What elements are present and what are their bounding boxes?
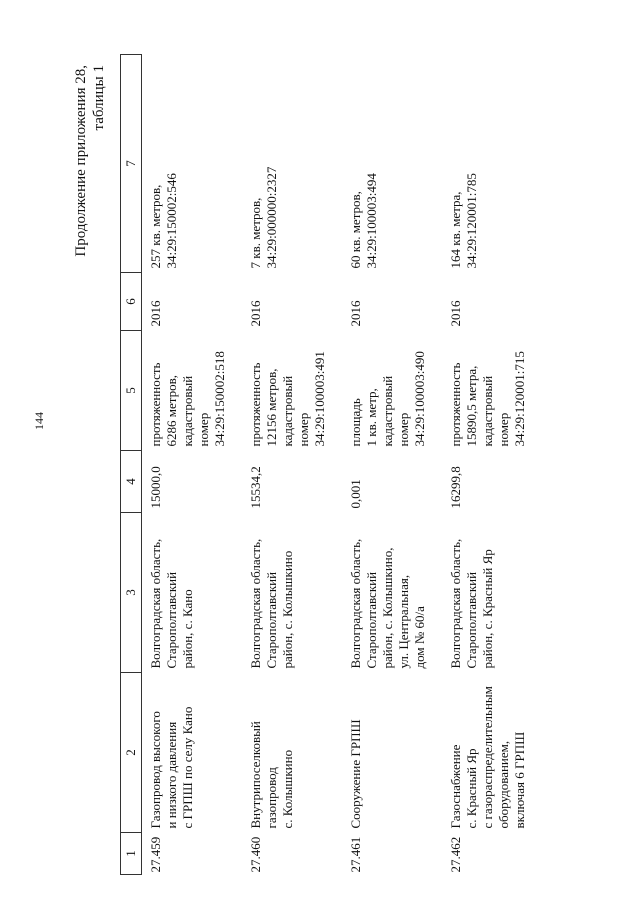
continuation-line-1: Продолжение приложения 28, (73, 65, 89, 257)
page-number: 144 (32, 412, 46, 430)
item-number-cell: 27.461 (348, 836, 363, 873)
address-cell: Волгоградская область, Старополтавский район, с. Кано (148, 538, 195, 669)
item-number-cell: 27.462 (448, 836, 463, 873)
land-plot-cell: 257 кв. метров, 34:29:150002:546 (148, 173, 179, 269)
table-body (142, 55, 543, 875)
table-row (342, 55, 442, 875)
column-header: 4 (121, 451, 142, 513)
table-row (142, 55, 243, 875)
object-name-cell: Газоснабжение с. Красный Яр с газораспределительным оборудованием, включая 6 ГРПШ (448, 686, 527, 829)
column-header: 5 (121, 331, 142, 451)
continuation-caption (72, 65, 108, 305)
year-cell: 2016 (348, 300, 363, 327)
column-header: 3 (121, 513, 142, 673)
object-name-cell: Сооружение ГРПШ (348, 719, 363, 829)
land-plot-cell: 7 кв. метров, 34:29:000000:2327 (248, 166, 279, 269)
property-table (120, 54, 542, 875)
object-name-cell: Внутрипоселковый газопровод с. Колышкино (248, 721, 295, 829)
book-value-cell: 15534,2 (248, 466, 263, 509)
address-cell: Волгоградская область, Старополтавский район, с. Колышкино (248, 538, 295, 669)
book-value-cell: 16299,8 (448, 466, 463, 509)
object-name-cell: Газопровод высокого и низкого давления с ГРПШ по селу Кано (148, 706, 195, 829)
rotated-content (32, 55, 610, 875)
item-number-cell: 27.459 (148, 836, 163, 873)
table-header-row (121, 55, 142, 875)
table-row (242, 55, 342, 875)
book-value-cell: 15000,0 (148, 466, 163, 509)
land-plot-cell: 164 кв. метра, 34:29:120001:785 (448, 173, 479, 269)
item-number-cell: 27.460 (248, 836, 263, 873)
address-cell: Волгоградская область, Старополтавский район, с. Колышкино, ул. Центральная, дом № 60/а (348, 538, 427, 669)
column-header: 2 (121, 673, 142, 833)
column-header: 1 (121, 833, 142, 875)
characteristics-cell: протяженность 6286 метров, кадастровый номер 34:29:150002:518 (148, 351, 227, 447)
characteristics-cell: площадь 1 кв. метр, кадастровый номер 34:29:100003:490 (348, 351, 427, 447)
column-header: 6 (121, 273, 142, 331)
characteristics-cell: протяженность 15890,5 метра, кадастровый номер 34:29:120001:715 (448, 351, 527, 447)
year-cell: 2016 (148, 300, 163, 327)
table-row (442, 55, 542, 875)
address-cell: Волгоградская область, Старополтавский район, с. Красный Яр (448, 538, 495, 669)
land-plot-cell: 60 кв. метров, 34:29:100003:494 (348, 173, 379, 269)
book-value-cell: 0,001 (348, 479, 363, 509)
year-cell: 2016 (448, 300, 463, 327)
year-cell: 2016 (248, 300, 263, 327)
characteristics-cell: протяженность 12156 метров, кадастровый номер 34:29:100003:491 (248, 351, 327, 447)
column-header: 7 (121, 55, 142, 273)
continuation-line-2: таблицы 1 (91, 65, 107, 131)
